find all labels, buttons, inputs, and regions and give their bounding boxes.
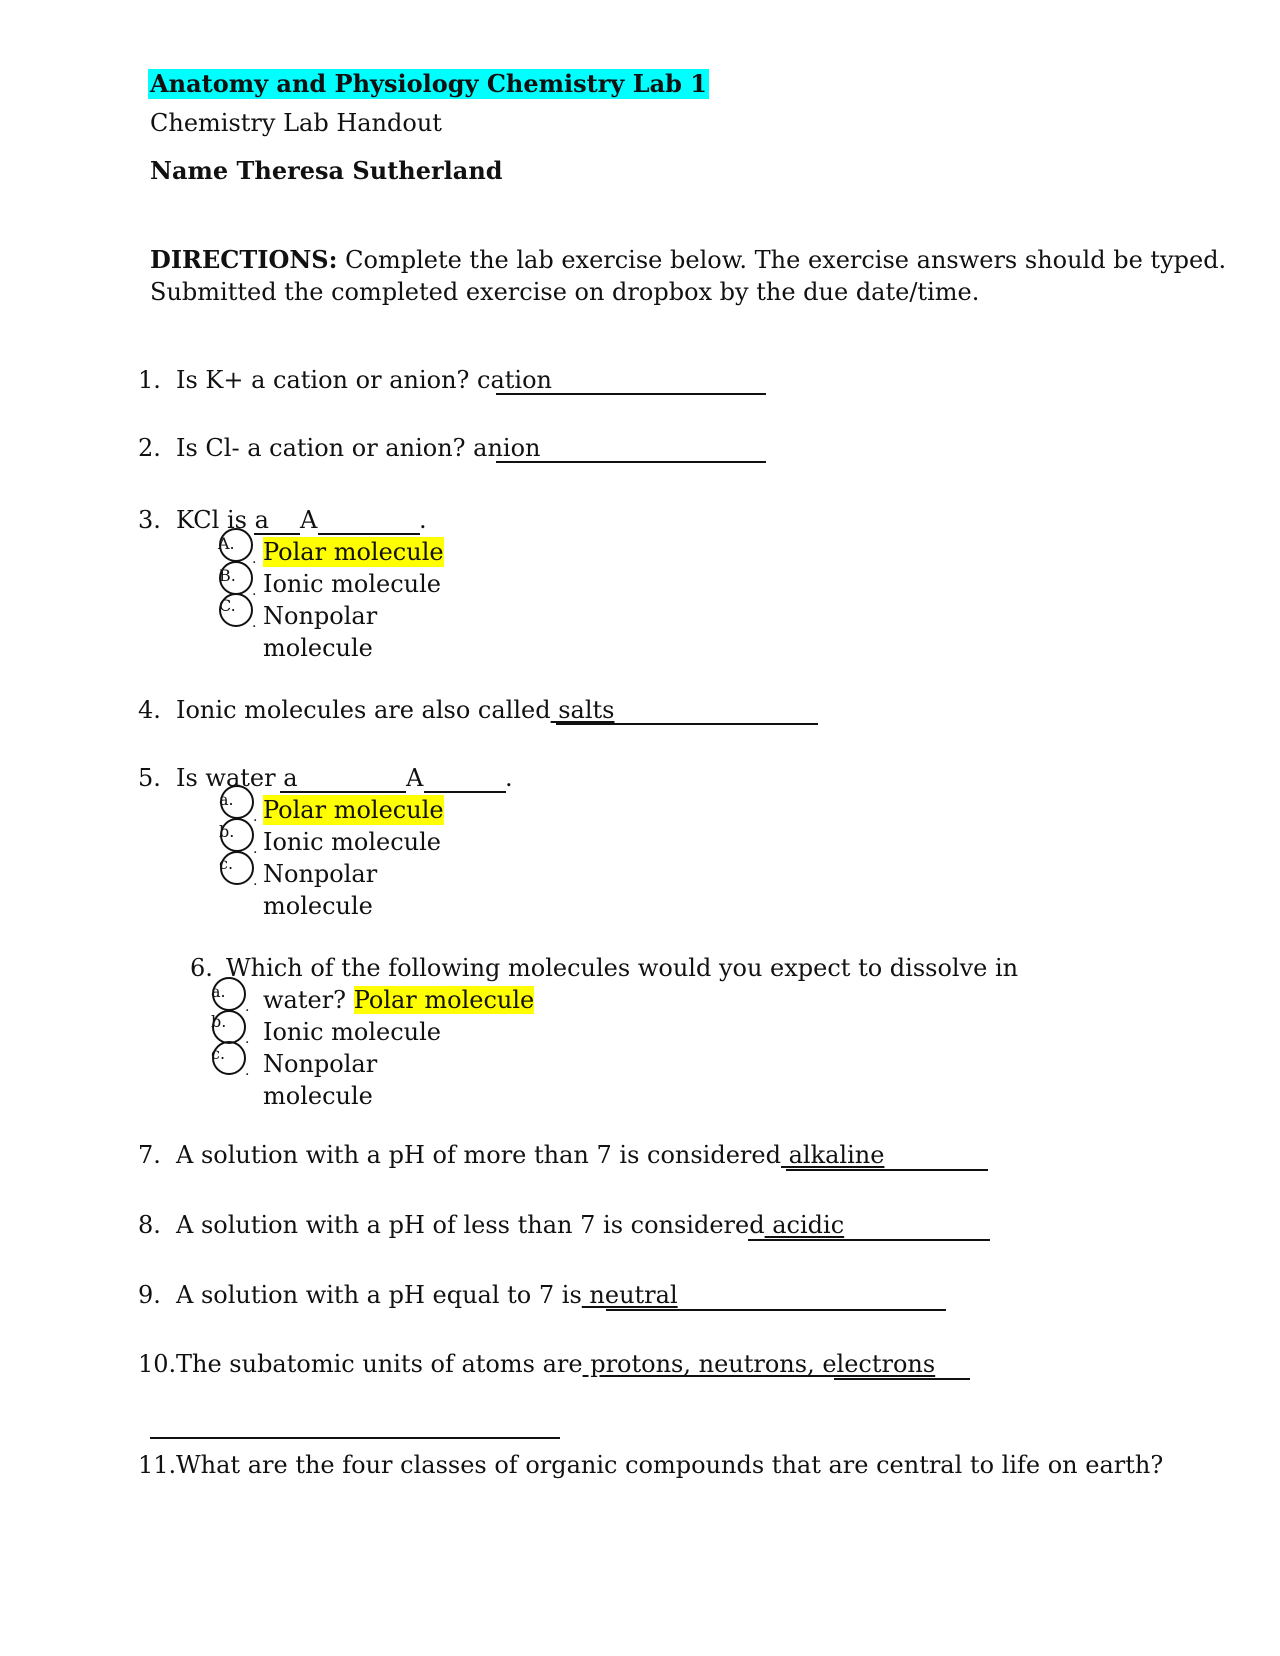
question-number: 10. <box>138 1350 177 1378</box>
answer-line <box>786 1169 988 1171</box>
directions-line-1 <box>150 245 1226 275</box>
question-number: 1. <box>138 366 161 394</box>
q3-option-b-text: Ionic molecule <box>263 570 441 598</box>
q5-option-b-text: Ionic molecule <box>263 828 441 856</box>
option-dot: . <box>252 551 257 567</box>
student-name: Name Theresa Sutherland <box>150 156 503 185</box>
question-3-blank: A <box>300 506 318 534</box>
q5-option-c-text: Nonpolar <box>263 860 378 888</box>
question-5-end: . <box>505 764 513 792</box>
q6-option-b-text: Ionic molecule <box>263 1018 441 1046</box>
answer-line <box>424 791 506 793</box>
question-4 <box>176 695 615 725</box>
question-5-text: Is water a <box>176 764 298 792</box>
question-6-text-2: water? <box>263 986 347 1014</box>
question-8-text: A solution with a pH of less than 7 is considered <box>176 1211 765 1239</box>
question-9 <box>176 1280 678 1310</box>
option-letter: C. <box>219 596 236 615</box>
q3-option-a-text: Polar molecule <box>263 538 444 566</box>
question-6-answer: Polar molecule <box>353 986 535 1014</box>
question-7 <box>176 1140 884 1170</box>
option-letter: c. <box>219 854 234 873</box>
question-7-answer: alkaline <box>780 1141 885 1169</box>
question-2-text: Is Cl- a cation or anion? anion <box>176 434 541 462</box>
option-letter: b. <box>219 822 235 841</box>
option-letter: A. <box>218 534 235 553</box>
question-1-text: Is K+ a cation or anion? cation <box>176 366 553 394</box>
answer-line <box>556 723 818 725</box>
answer-line <box>834 1378 970 1380</box>
question-6-text: Which of the following molecules would you expect to dissolve in <box>226 954 1019 982</box>
option-letter: c. <box>211 1044 226 1063</box>
option-letter: a. <box>211 982 226 1001</box>
question-11-text: What are the four classes of organic compounds that are central to life on earth? <box>176 1451 1164 1479</box>
question-3-end: . <box>419 506 427 534</box>
answer-line <box>606 1309 946 1311</box>
question-8-answer: acidic <box>764 1211 845 1239</box>
document-subtitle: Chemistry Lab Handout <box>150 109 442 137</box>
answer-line <box>318 533 420 535</box>
q6-option-c-text-2: molecule <box>263 1082 373 1110</box>
q3-option-c-text-2: molecule <box>263 634 373 662</box>
directions-text-1: Complete the lab exercise below. The exercise answers should be typed. <box>337 246 1227 274</box>
question-number: 9. <box>138 1281 161 1309</box>
question-10-text: The subatomic units of atoms are <box>176 1350 583 1378</box>
option-dot: . <box>245 1031 250 1047</box>
question-9-answer: neutral <box>581 1281 678 1309</box>
option-letter: a. <box>219 790 234 809</box>
answer-line <box>496 393 766 395</box>
option-dot: . <box>252 615 257 631</box>
question-4-text: Ionic molecules are also called <box>176 696 551 724</box>
option-dot: . <box>252 583 257 599</box>
answer-line <box>280 791 406 793</box>
q5-option-c-text-2: molecule <box>263 892 373 920</box>
question-number: 3. <box>138 506 161 534</box>
directions-label: DIRECTIONS: <box>150 245 338 274</box>
question-number: 4. <box>138 696 161 724</box>
option-dot: . <box>253 873 258 889</box>
answer-line <box>748 1239 990 1241</box>
question-10-answer: protons, neutrons, electrons <box>582 1350 936 1378</box>
question-number: 8. <box>138 1211 161 1239</box>
question-number: 7. <box>138 1141 161 1169</box>
option-dot: . <box>245 1063 250 1079</box>
question-10 <box>176 1349 935 1379</box>
question-5-blank: A <box>406 764 424 792</box>
question-number: 2. <box>138 434 161 462</box>
question-number: 11. <box>138 1451 177 1479</box>
option-letter: B. <box>219 566 236 585</box>
document-title: Anatomy and Physiology Chemistry Lab 1 <box>150 69 707 98</box>
question-8 <box>176 1210 844 1240</box>
question-number: 5. <box>138 764 161 792</box>
option-letter: b. <box>211 1012 227 1031</box>
q5-option-a-text: Polar molecule <box>263 796 444 824</box>
option-dot: . <box>253 841 258 857</box>
question-4-answer: salts <box>550 696 615 724</box>
question-9-text: A solution with a pH equal to 7 is <box>176 1281 582 1309</box>
answer-line <box>496 461 766 463</box>
directions-line-2: Submitted the completed exercise on dropbox by the due date/time. <box>150 278 980 306</box>
question-3-text: KCl is a <box>176 506 269 534</box>
question-number: 6. <box>190 954 213 982</box>
q6-option-c-text: Nonpolar <box>263 1050 378 1078</box>
question-6-line-2 <box>263 985 534 1015</box>
answer-line <box>254 533 300 535</box>
option-dot: . <box>253 809 258 825</box>
question-7-text: A solution with a pH of more than 7 is considered <box>176 1141 781 1169</box>
option-dot: . <box>245 999 250 1015</box>
separator-line <box>150 1437 560 1439</box>
q3-option-c-text: Nonpolar <box>263 602 378 630</box>
